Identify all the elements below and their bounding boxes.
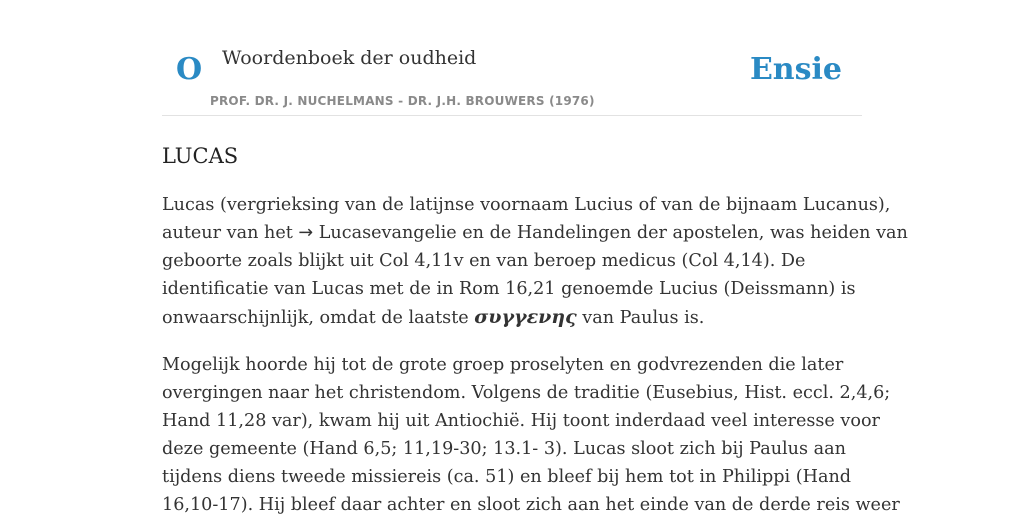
text-line <box>162 303 862 332</box>
book-title[interactable]: Woordenboek der oudheid <box>222 47 477 69</box>
text-line: identificatie van Lucas met de in Rom 16,21 genoemde Lucius (Deissmann) is <box>162 279 856 299</box>
text-fragment: onwaarschijnlijk, omdat de laatste <box>162 308 475 328</box>
article-title: LUCAS <box>162 144 239 168</box>
page-content <box>162 0 908 519</box>
brand-logo[interactable]: Ensie <box>749 52 842 87</box>
header <box>162 0 862 116</box>
text-line <box>162 219 908 247</box>
article-paragraph-2 <box>162 351 900 519</box>
text-line: 16,10-17). Hij bleef daar achter en sloot zich aan het einde van de derde reis weer <box>162 495 900 515</box>
text-fragment: van Paulus is. <box>576 308 705 328</box>
cross-reference-arrow-icon: → <box>298 223 314 243</box>
text-line: Lucas (vergrieksing van de latijnse voornaam Lucius of van de bijnaam Lucanus), <box>162 195 891 215</box>
text-line: Mogelijk hoorde hij tot de grote groep proselyten en godvrezenden die later <box>162 355 844 375</box>
text-line: deze gemeente (Hand 6,5; 11,19-30; 13.1- 3). Lucas sloot zich bij Paulus aan <box>162 439 846 459</box>
text-line: geboorte zoals blijkt uit Col 4,11v en van beroep medicus (Col 4,14). De <box>162 251 806 271</box>
text-line: tijdens diens tweede missiereis (ca. 51) en bleef bij hem tot in Philippi (Hand <box>162 467 852 487</box>
text-line: overgingen naar het christendom. Volgens de traditie (Eusebius, Hist. eccl. 2,4,6; <box>162 383 891 403</box>
text-line: Hand 11,28 var), kwam hij uit Antiochië. Hij toont inderdaad veel interesse voor <box>162 411 880 431</box>
book-authors: PROF. DR. J. NUCHELMANS - DR. J.H. BROUWERS (1976) <box>210 94 595 108</box>
article-paragraph-1 <box>162 191 908 332</box>
text-fragment: auteur van het <box>162 223 299 243</box>
text-fragment: Lucasevangelie en de Handelingen der apostelen, was heiden van <box>313 223 908 243</box>
letter-index[interactable]: O <box>176 52 203 87</box>
greek-term: συγγενης <box>474 306 577 328</box>
